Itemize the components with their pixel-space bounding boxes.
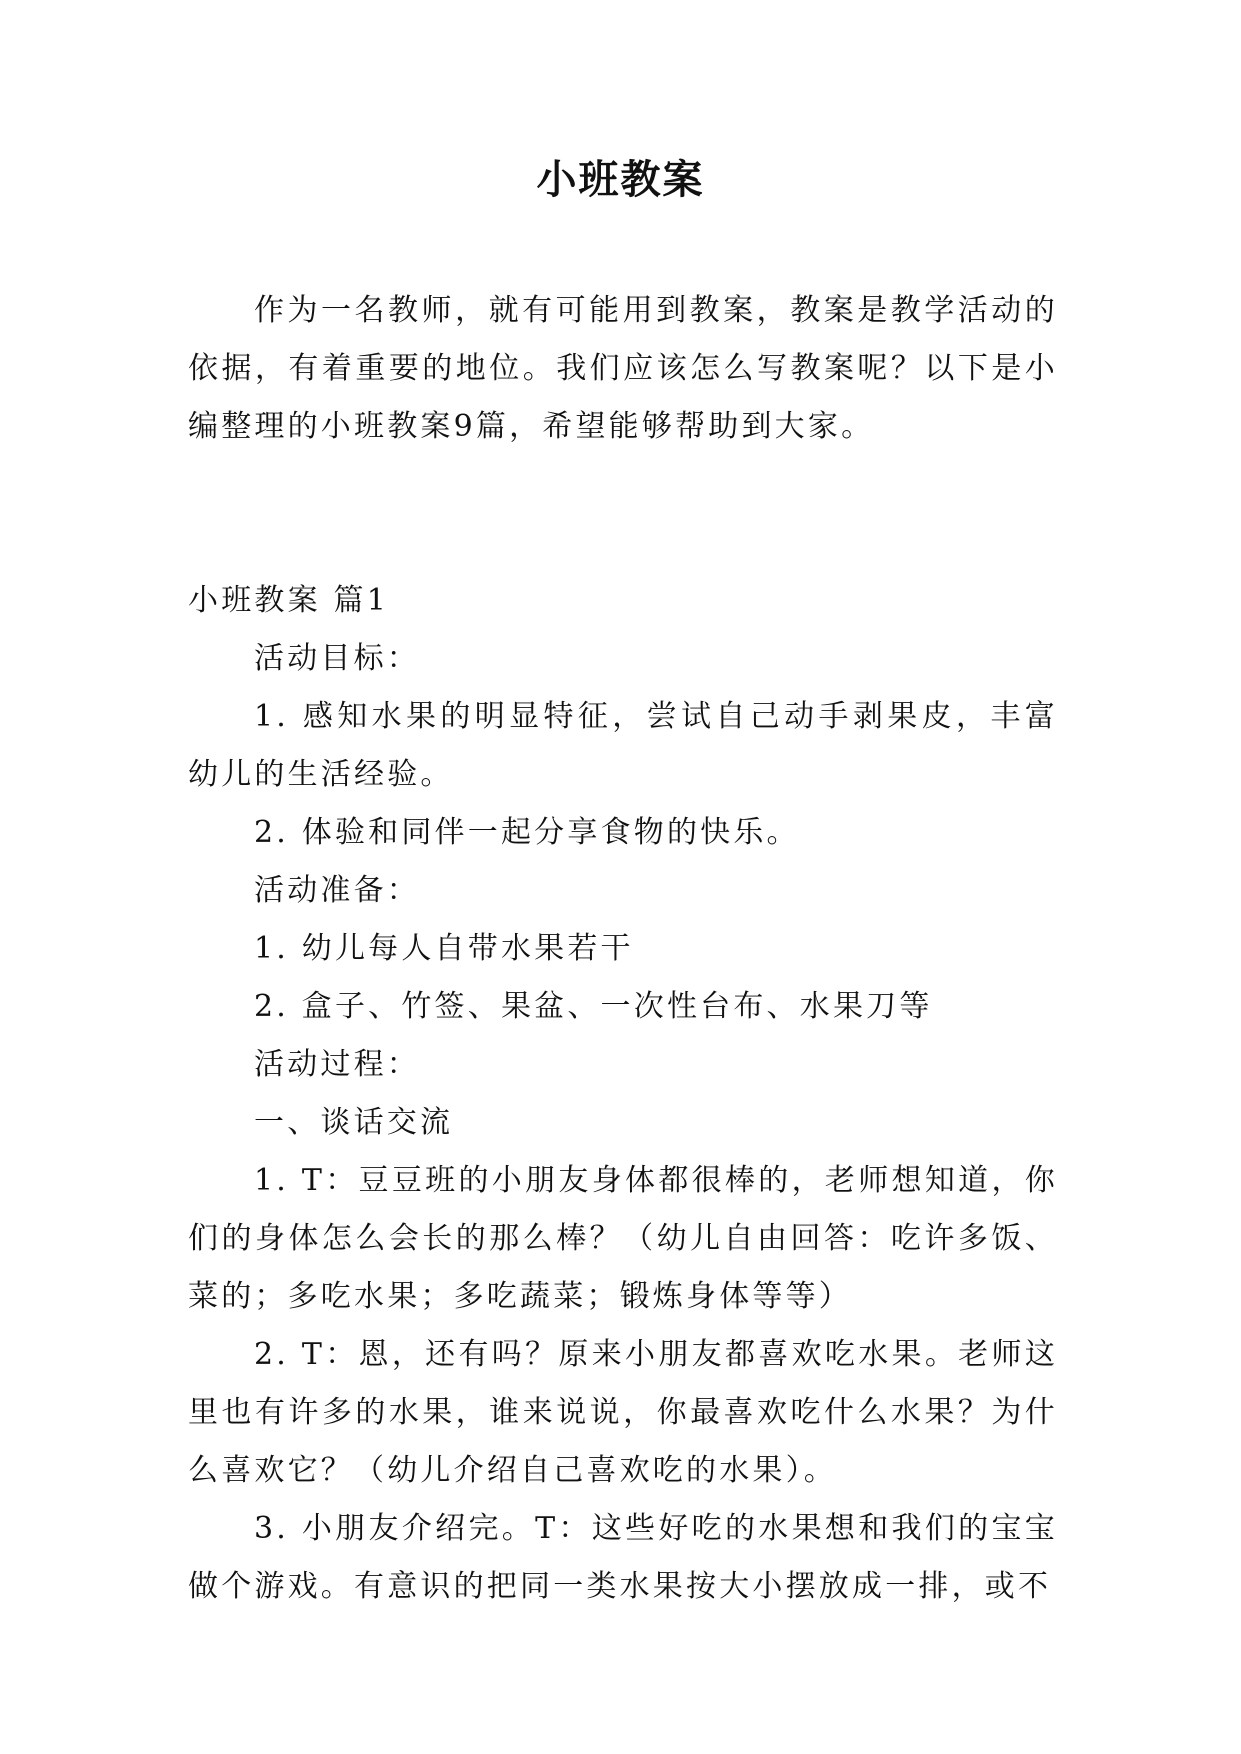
document-title: 小班教案 [536, 156, 705, 203]
paragraph-step-1: 1. T：豆豆班的小朋友身体都很棒的，老师想知道，你们的身体怎么会长的那么棒？（幼儿自由回答：吃许多饭、菜的；多吃水果；多吃蔬菜；锻炼身体等等） [188, 1163, 1058, 1314]
paragraph-activity-process: 活动过程： [254, 1047, 420, 1082]
paragraph-prep-2: 2. 盒子、竹签、果盆、一次性台布、水果刀等 [254, 989, 933, 1024]
paragraph-step-heading: 一、谈话交流 [254, 1105, 454, 1140]
paragraph-step-3: 3. 小朋友介绍完。T：这些好吃的水果想和我们的宝宝做个游戏。有意识的把同一类水果按大小摆放成一排，或不 [188, 1511, 1058, 1604]
paragraph-goal-2: 2. 体验和同伴一起分享食物的快乐。 [254, 815, 800, 850]
section-heading: 小班教案 篇1 [188, 583, 390, 618]
paragraph-prep-1: 1. 幼儿每人自带水果若干 [254, 931, 634, 966]
paragraph-activity-goals: 活动目标： [254, 641, 420, 676]
intro-paragraph: 作为一名教师，就有可能用到教案，教案是教学活动的依据，有着重要的地位。我们应该怎么写教案呢？以下是小编整理的小班教案9篇，希望能够帮助到大家。 [188, 293, 1058, 444]
paragraph-goal-1: 1. 感知水果的明显特征，尝试自己动手剥果皮，丰富幼儿的生活经验。 [188, 699, 1058, 792]
paragraph-activity-prep: 活动准备： [254, 873, 420, 908]
document-body [188, 282, 1058, 1616]
paragraph-step-2: 2. T：恩，还有吗？原来小朋友都喜欢吃水果。老师这里也有许多的水果，谁来说说，你最喜欢吃什么水果？为什么喜欢它？（幼儿介绍自己喜欢吃的水果）。 [188, 1337, 1058, 1488]
